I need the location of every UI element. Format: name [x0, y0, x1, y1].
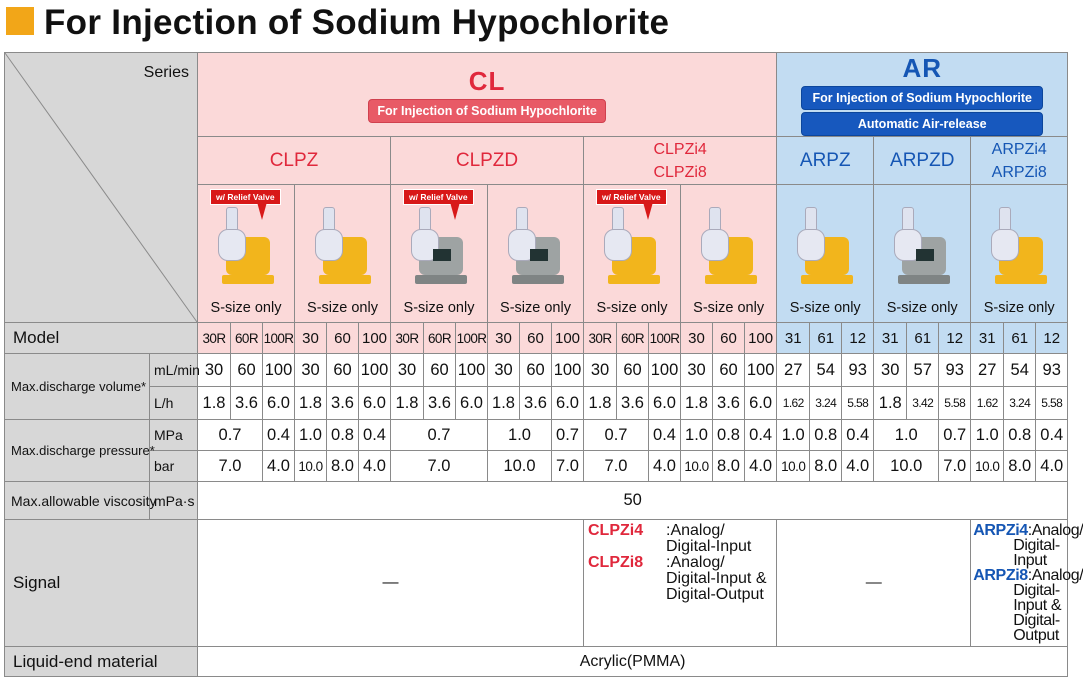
pressure-cell: 0.7 — [198, 420, 263, 451]
pressure-cell: 10.0 — [874, 451, 939, 482]
volume-lh-cell: 3.6 — [713, 387, 745, 420]
volume-ml-cell: 93 — [1036, 354, 1068, 387]
pressure-cell: 10.0 — [295, 451, 327, 482]
volume-ml-cell: 100 — [359, 354, 391, 387]
volume-ml-cell: 30 — [391, 354, 424, 387]
volume-ml-cell: 60 — [327, 354, 359, 387]
pressure-cell: 0.4 — [842, 420, 874, 451]
pressure-cell: 1.0 — [971, 420, 1004, 451]
signal-arpzi4-text: :Analog/ — [1027, 522, 1083, 539]
model-number-cell: 31 — [971, 323, 1004, 354]
title-marker — [6, 7, 34, 35]
max-pressure-label: Max.discharge pressure* — [5, 420, 150, 482]
unit-mpa: MPa — [150, 420, 198, 451]
product-image-arpzd — [874, 185, 971, 323]
pressure-cell: 10.0 — [681, 451, 713, 482]
pressure-cell: 0.7 — [391, 420, 488, 451]
ar-series-name: AR — [902, 53, 943, 83]
model-number-cell: 100 — [745, 323, 777, 354]
signal-clpzi — [584, 520, 777, 647]
pressure-cell: 0.7 — [939, 420, 971, 451]
volume-ml-cell: 100 — [745, 354, 777, 387]
volume-lh-cell: 1.8 — [295, 387, 327, 420]
spec-table — [4, 52, 1083, 677]
model-number-cell: 60R — [617, 323, 649, 354]
model-number-cell: 60R — [424, 323, 456, 354]
model-clpzi — [584, 137, 777, 185]
pressure-cell: 4.0 — [1036, 451, 1068, 482]
pressure-cell: 7.0 — [939, 451, 971, 482]
volume-ml-cell: 30 — [198, 354, 231, 387]
signal-clpzi4-text: :Analog/ — [666, 522, 725, 539]
model-number-cell: 61 — [810, 323, 842, 354]
model-number-cell: 30R — [391, 323, 424, 354]
signal-clpzi8-text2: Digital-Input & — [666, 570, 767, 587]
model-number-cell: 31 — [777, 323, 810, 354]
volume-lh-cell: 6.0 — [745, 387, 777, 420]
pressure-cell: 0.4 — [1036, 420, 1068, 451]
model-row-label: Model — [5, 323, 198, 354]
volume-lh-cell: 6.0 — [552, 387, 584, 420]
model-clpzi8: CLPZi8 — [653, 163, 707, 181]
signal-arpzi4-label: ARPZi4 — [973, 522, 1028, 539]
volume-lh-cell: 1.62 — [777, 387, 810, 420]
unit-bar: bar — [150, 451, 198, 482]
signal-arpzi8-label: ARPZi8 — [973, 567, 1028, 584]
pressure-cell: 0.4 — [359, 420, 391, 451]
pressure-cell: 1.0 — [295, 420, 327, 451]
pressure-cell: 0.7 — [584, 420, 649, 451]
volume-lh-cell: 6.0 — [456, 387, 488, 420]
volume-lh-cell: 5.58 — [1036, 387, 1068, 420]
model-arpzi — [971, 137, 1068, 185]
model-number-cell: 100R — [649, 323, 681, 354]
product-image-clpz — [295, 185, 391, 323]
liquid-end-label: Liquid-end material — [5, 647, 198, 677]
pressure-cell: 0.8 — [327, 420, 359, 451]
volume-lh-cell: 1.8 — [198, 387, 231, 420]
volume-ml-cell: 54 — [1004, 354, 1036, 387]
pressure-cell: 10.0 — [971, 451, 1004, 482]
unit-l-h: L/h — [150, 387, 198, 420]
signal-clpzi8-text3: Digital-Output — [666, 586, 764, 603]
max-viscosity-label: Max.allowable viscosity — [5, 482, 150, 520]
model-clpzi4: CLPZi4 — [653, 140, 707, 158]
model-number-cell: 30 — [681, 323, 713, 354]
signal-arpz-arpzd: — — [777, 520, 971, 647]
volume-ml-cell: 57 — [907, 354, 939, 387]
pressure-cell: 1.0 — [777, 420, 810, 451]
product-image-arpz — [777, 185, 874, 323]
signal-arpzi — [971, 520, 1083, 647]
pressure-cell: 7.0 — [391, 451, 488, 482]
cl-series-header — [198, 53, 777, 137]
ar-series-header — [777, 53, 1068, 137]
pressure-cell: 0.8 — [1004, 420, 1036, 451]
pressure-cell: 1.0 — [681, 420, 713, 451]
volume-ml-cell: 54 — [810, 354, 842, 387]
volume-ml-cell: 60 — [231, 354, 263, 387]
volume-lh-cell: 3.6 — [231, 387, 263, 420]
model-number-cell: 12 — [1036, 323, 1068, 354]
pressure-cell: 1.0 — [874, 420, 939, 451]
volume-lh-cell: 3.6 — [617, 387, 649, 420]
pressure-cell: 8.0 — [327, 451, 359, 482]
model-arpz: ARPZ — [777, 137, 874, 185]
ar-series-badge-2: Automatic Air-release — [801, 112, 1043, 136]
page-title: For Injection of Sodium Hypochlorite — [44, 3, 670, 42]
diagonal-line — [5, 53, 197, 322]
product-image-arpzi — [971, 185, 1068, 323]
volume-lh-cell: 3.6 — [424, 387, 456, 420]
pressure-cell: 7.0 — [552, 451, 584, 482]
signal-clpzi4-label: CLPZi4 — [588, 522, 644, 539]
volume-ml-cell: 60 — [520, 354, 552, 387]
volume-lh-cell: 5.58 — [939, 387, 971, 420]
model-number-cell: 100 — [359, 323, 391, 354]
pump-image — [604, 207, 660, 285]
pump-image — [411, 207, 467, 285]
volume-ml-cell: 30 — [874, 354, 907, 387]
liquid-end-material: Acrylic(PMMA) — [198, 647, 1068, 677]
s-size-only-label: S-size only — [886, 300, 958, 316]
signal-arpzi4-text2: Digital-Input — [1013, 537, 1060, 569]
pump-image — [701, 207, 757, 285]
pressure-cell: 0.4 — [649, 420, 681, 451]
volume-ml-cell: 30 — [681, 354, 713, 387]
s-size-only-label: S-size only — [596, 300, 668, 316]
cl-series-badge: For Injection of Sodium Hypochlorite — [368, 99, 605, 123]
pressure-cell: 4.0 — [842, 451, 874, 482]
volume-lh-cell: 1.62 — [971, 387, 1004, 420]
model-number-cell: 60 — [713, 323, 745, 354]
pressure-cell: 0.8 — [713, 420, 745, 451]
pressure-cell: 7.0 — [584, 451, 649, 482]
max-volume-label: Max.discharge volume* — [5, 354, 150, 420]
volume-lh-cell: 5.58 — [842, 387, 874, 420]
unit-mpas: mPa·s — [150, 482, 198, 520]
product-image-clpzd-relief — [391, 185, 488, 323]
pressure-cell: 1.0 — [488, 420, 552, 451]
volume-ml-cell: 30 — [488, 354, 520, 387]
model-arpzi8: ARPZi8 — [991, 163, 1047, 181]
series-label: Series — [143, 64, 189, 81]
model-number-cell: 61 — [1004, 323, 1036, 354]
signal-label: Signal — [5, 520, 198, 647]
volume-ml-cell: 60 — [424, 354, 456, 387]
s-size-only-label: S-size only — [789, 300, 861, 316]
model-number-cell: 12 — [842, 323, 874, 354]
volume-lh-cell: 3.24 — [810, 387, 842, 420]
model-number-cell: 31 — [874, 323, 907, 354]
model-number-cell: 30R — [198, 323, 231, 354]
model-number-cell: 60 — [520, 323, 552, 354]
signal-arpzi8-text: :Analog/ — [1027, 567, 1083, 584]
pressure-cell: 4.0 — [745, 451, 777, 482]
pump-image — [797, 207, 853, 285]
volume-ml-cell: 30 — [584, 354, 617, 387]
cl-series-name: CL — [468, 66, 506, 96]
page-header — [0, 0, 1070, 46]
relief-valve-badge: w/ Relief Valve — [210, 189, 281, 205]
model-number-cell: 30 — [295, 323, 327, 354]
pump-image — [218, 207, 274, 285]
model-number-cell: 12 — [939, 323, 971, 354]
model-number-cell: 100R — [456, 323, 488, 354]
viscosity-value: 50 — [198, 482, 1068, 520]
product-image-clpzi — [681, 185, 777, 323]
model-number-cell: 100R — [263, 323, 295, 354]
signal-arpzi8-text3: Digital-Output — [1013, 612, 1060, 644]
volume-ml-cell: 60 — [713, 354, 745, 387]
volume-lh-cell: 1.8 — [488, 387, 520, 420]
volume-ml-cell: 100 — [552, 354, 584, 387]
s-size-only-label: S-size only — [983, 300, 1055, 316]
pressure-cell: 0.4 — [263, 420, 295, 451]
model-number-cell: 60R — [231, 323, 263, 354]
pressure-cell: 10.0 — [488, 451, 552, 482]
volume-lh-cell: 3.24 — [1004, 387, 1036, 420]
model-arpzd: ARPZD — [874, 137, 971, 185]
signal-clpz-clpzd: — — [198, 520, 584, 647]
signal-clpzi8-text: :Analog/ — [666, 554, 725, 571]
model-number-cell: 60 — [327, 323, 359, 354]
signal-clpzi4-text2: Digital-Input — [666, 538, 752, 555]
pressure-cell: 0.7 — [552, 420, 584, 451]
pressure-cell: 8.0 — [810, 451, 842, 482]
model-number-cell: 61 — [907, 323, 939, 354]
product-image-clpzi-relief — [584, 185, 681, 323]
signal-arpzi8-text2: Digital-Input & — [1013, 582, 1062, 614]
unit-ml-min: mL/min — [150, 354, 198, 387]
pressure-cell: 0.8 — [810, 420, 842, 451]
pressure-cell: 10.0 — [777, 451, 810, 482]
ar-series-badge-1: For Injection of Sodium Hypochlorite — [801, 86, 1043, 110]
pump-image — [508, 207, 564, 285]
volume-lh-cell: 3.6 — [327, 387, 359, 420]
volume-ml-cell: 60 — [617, 354, 649, 387]
volume-lh-cell: 1.8 — [681, 387, 713, 420]
s-size-only-label: S-size only — [500, 300, 571, 316]
volume-ml-cell: 93 — [842, 354, 874, 387]
volume-ml-cell: 100 — [649, 354, 681, 387]
pump-image — [991, 207, 1047, 285]
volume-ml-cell: 27 — [777, 354, 810, 387]
volume-ml-cell: 30 — [295, 354, 327, 387]
volume-ml-cell: 93 — [939, 354, 971, 387]
volume-ml-cell: 100 — [263, 354, 295, 387]
pressure-cell: 0.4 — [745, 420, 777, 451]
volume-lh-cell: 1.8 — [874, 387, 907, 420]
model-number-cell: 30 — [488, 323, 520, 354]
product-image-clpzd — [488, 185, 584, 323]
pressure-cell: 4.0 — [359, 451, 391, 482]
volume-ml-cell: 100 — [456, 354, 488, 387]
relief-valve-badge: w/ Relief Valve — [403, 189, 474, 205]
model-arpzi4: ARPZi4 — [991, 140, 1047, 158]
volume-ml-cell: 27 — [971, 354, 1004, 387]
pressure-cell: 4.0 — [649, 451, 681, 482]
volume-lh-cell: 1.8 — [391, 387, 424, 420]
s-size-only-label: S-size only — [403, 300, 475, 316]
s-size-only-label: S-size only — [210, 300, 282, 316]
model-number-cell: 30R — [584, 323, 617, 354]
pump-image — [315, 207, 371, 285]
volume-lh-cell: 6.0 — [359, 387, 391, 420]
volume-lh-cell: 6.0 — [263, 387, 295, 420]
model-number-cell: 100 — [552, 323, 584, 354]
series-header-cell — [5, 53, 198, 323]
signal-clpzi8-label: CLPZi8 — [588, 554, 644, 571]
volume-lh-cell: 6.0 — [649, 387, 681, 420]
model-clpz: CLPZ — [198, 137, 391, 185]
s-size-only-label: S-size only — [307, 300, 378, 316]
product-image-clpz-relief — [198, 185, 295, 323]
volume-lh-cell: 1.8 — [584, 387, 617, 420]
pressure-cell: 8.0 — [1004, 451, 1036, 482]
volume-lh-cell: 3.42 — [907, 387, 939, 420]
volume-lh-cell: 3.6 — [520, 387, 552, 420]
pressure-cell: 7.0 — [198, 451, 263, 482]
s-size-only-label: S-size only — [693, 300, 765, 316]
pump-image — [894, 207, 950, 285]
pressure-cell: 4.0 — [263, 451, 295, 482]
pressure-cell: 8.0 — [713, 451, 745, 482]
model-clpzd: CLPZD — [391, 137, 584, 185]
relief-valve-badge: w/ Relief Valve — [596, 189, 667, 205]
